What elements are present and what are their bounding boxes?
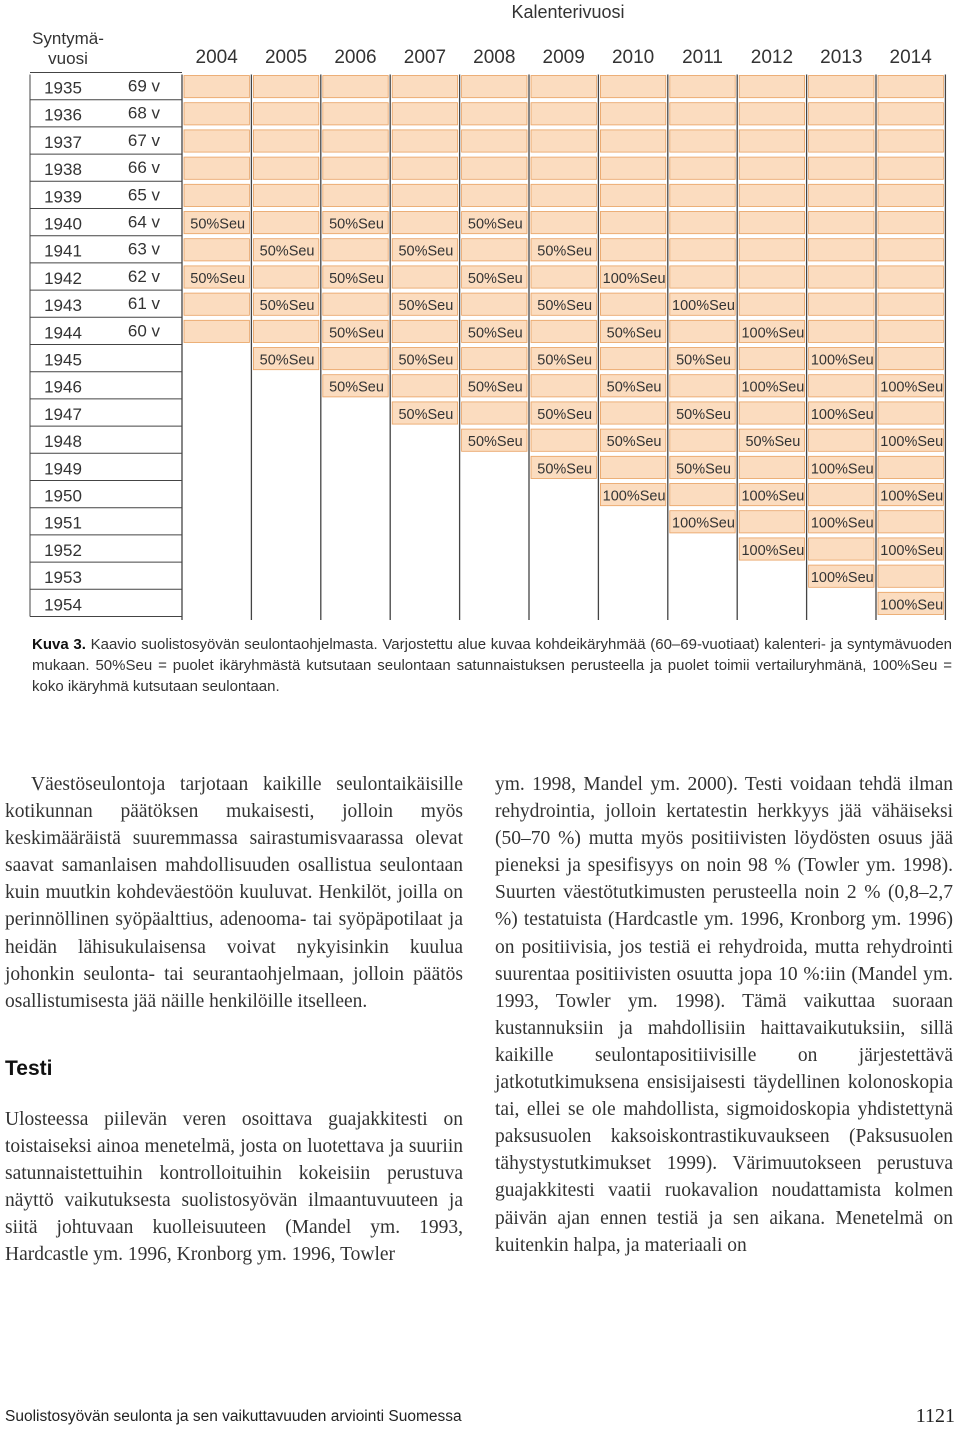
shaded-cell [878,402,943,424]
shaded-cell [253,184,318,206]
screening-label: 50%Seu [259,243,315,260]
screening-label: 50%Seu [606,379,662,396]
screening-label: 100%Seu [810,406,874,423]
screening-label: 50%Seu [329,379,384,396]
shaded-cell [184,130,249,152]
shaded-cell [878,293,943,315]
shaded-cell [739,402,804,424]
shaded-cell [392,212,457,234]
age-label: 61 v [127,294,161,314]
shaded-cell [184,184,249,206]
shaded-cell [739,348,804,370]
age-label: 67 v [127,130,161,150]
birth-year-label: 1943 [44,296,82,316]
shaded-cell [809,212,874,234]
shaded-cell [809,239,874,261]
year-header: 2012 [750,47,794,68]
left-column [5,771,463,1269]
year-header: 2006 [334,47,377,68]
screening-label: 50%Seu [398,298,454,315]
screening-label: 50%Seu [398,352,454,369]
screening-label: 50%Seu [467,325,523,342]
birth-year-label: 1949 [44,459,82,479]
shaded-cell [670,266,735,288]
shaded-cell [809,103,874,125]
shaded-cell [670,429,735,451]
shaded-cell [323,348,388,370]
shaded-cell [670,76,735,98]
screening-label: 50%Seu [190,270,246,287]
shaded-cell [878,348,943,370]
shaded-cell [809,293,874,315]
shaded-cell [323,239,388,261]
shaded-cell [878,184,943,206]
shaded-cell [670,130,735,152]
age-label: 65 v [127,185,161,205]
shaded-cell [809,157,874,179]
shaded-cell [600,348,665,370]
shaded-cell [531,429,596,451]
figure-caption [32,634,952,697]
shaded-cell [184,320,249,342]
screening-label: 50%Seu [190,216,246,233]
screening-label: 50%Seu [537,461,593,478]
birth-year-label: 1937 [44,132,82,152]
shaded-cell [670,184,735,206]
paragraph: ym. 1998, Mandel ym. 2000). Testi voidaan tehdä ilman rehydrointia, jolloin kertatestin herkkyys jää vähäiseksi (50–70 %) mutta myös positiivisten löydösten osuus jää pieneksi ja spesifisyys on noin 98 % (Towler ym. 1998). Suurten väestötutkimusten perusteella noin 2 % (0,8–2,7 %) testatuista (Hardcastle ym. 1996, Kronborg ym. 1996) on positiivisia, jos testiä ei rehydroida, mutta rehydrointi suurentaa positiivisten osuutta jopa 10 %:iin (Mandel ym. 1993, Towler ym. 1998). Tämä vaikuttaa suoraan kustannuksiin ja mahdollisiin haittavaikutuksiin, sillä kaikille seulontapositiivisille on järjestettävä jatkotutkimuksena ensisijaisesti täydellinen kolonoskopia tai, ellei se ole mahdollista, sigmoidoskopia yhdistettynä paksusuolen kaksoiskontrastikuvaukseen (Paksusuolen tähystystutkimukset 1999). Värimuutokseen perustuva guajakkitesti vaatii ruokavalion noudattamista kolmen päivän ajan ennen testiä ja sen aikana. Menetelmä on kuitenkin halpa, ja materiaali on [495,774,953,1256]
screening-label: 50%Seu [676,406,731,423]
target-age-shaded-area [184,76,943,615]
shaded-cell [670,320,735,342]
shaded-cell [531,184,596,206]
shaded-cell [670,157,735,179]
screening-label: 50%Seu [537,243,593,260]
shaded-cell [323,103,388,125]
shaded-cell [392,103,457,125]
screening-label: 50%Seu [676,352,731,369]
year-header: 2007 [403,47,447,68]
shaded-cell [462,130,527,152]
shaded-cell [600,76,665,98]
shaded-cell [531,320,596,342]
caption-text: Kaavio suolistosyövän seulontaohjelmasta. Varjostettu alue kuvaa kohdeikäryhmää (60–69-vuotiaat) kalenteri- ja syntymävuoden mukaan. 50%Seu = puolet ikäryhmästä kutsutaan seulontaan satunnaistuksen perusteella ja puolet toimii vertailuryhmänä, 100%Seu = koko ikäryhmä kutsutaan seulontaan. [32,636,953,695]
screening-label: 100%Seu [880,597,944,614]
shaded-cell [600,293,665,315]
shaded-cell [878,239,943,261]
screening-label: 50%Seu [606,434,662,451]
birth-year-header-line2: vuosi [48,49,88,68]
shaded-cell [739,212,804,234]
birth-year-label: 1945 [44,350,82,370]
birth-year-label: 1946 [44,377,82,397]
screening-label: 100%Seu [880,379,944,396]
shaded-cell [392,184,457,206]
screening-label: 100%Seu [741,325,805,342]
shaded-cell [878,266,943,288]
shaded-cell [462,184,527,206]
shaded-cell [878,565,943,587]
shaded-cell [739,456,804,478]
shaded-cell [323,76,388,98]
screening-label: 50%Seu [398,406,454,423]
shaded-cell [462,348,527,370]
shaded-cell [531,375,596,397]
shaded-cell [184,293,249,315]
shaded-cell [462,239,527,261]
birth-year-label: 1944 [44,323,82,343]
shaded-cell [739,157,804,179]
birth-year-label: 1938 [44,160,82,180]
shaded-cell [392,320,457,342]
shaded-cell [739,293,804,315]
birth-year-label: 1950 [44,486,82,506]
birth-year-label: 1952 [44,540,82,560]
section-heading: Testi [5,1056,53,1080]
shaded-cell [531,266,596,288]
birth-year-label: 1947 [44,404,82,424]
screening-schedule-figure [0,0,960,620]
shaded-cell [253,130,318,152]
shaded-cell [809,429,874,451]
shaded-cell [670,103,735,125]
shaded-cell [531,76,596,98]
shaded-cell [253,266,318,288]
screening-label: 50%Seu [537,298,593,315]
year-header: 2011 [682,47,723,68]
screening-label: 50%Seu [398,243,454,260]
year-header: 2004 [195,47,238,68]
screening-label: 100%Seu [602,488,666,505]
shaded-cell [462,103,527,125]
shaded-cell [253,157,318,179]
year-header: 2010 [611,47,655,68]
shaded-cell [878,456,943,478]
screening-label: 50%Seu [537,352,593,369]
shaded-cell [600,103,665,125]
screening-label: 100%Seu [880,542,944,559]
paragraph: Väestöseulontoja tarjotaan kaikille seulontaikäisille kotikunnan päätöksen mukaisesti, jolloin myös keskimääräistä suuremmassa sairastumisvaarassa olevat saavat samanlaisen mahdollisuuden osallistua seulontaan kuin muutkin kohdeväestöön kuuluvat. Henkilöt, joilla on perinnöllinen syöpäalttius, adenooma- tai syöpäpotilaat ja heidän lähisukulaisensa voivat nykyisinkin kuulua johonkin seulonta- tai seurantaohjelmaan, jolloin päätös osallistumisesta jää näille henkilöille itselleen. [5,774,463,1012]
shaded-cell [809,320,874,342]
birth-year-header-line1: Syntymä- [32,29,104,48]
shaded-cell [462,293,527,315]
screening-label: 50%Seu [467,216,523,233]
screening-label: 50%Seu [537,406,593,423]
shaded-cell [600,239,665,261]
shaded-cell [809,266,874,288]
shaded-cell [739,511,804,533]
shaded-cell [531,157,596,179]
row-labels [30,73,182,617]
shaded-cell [392,375,457,397]
screening-label: 100%Seu [741,488,805,505]
shaded-cell [600,456,665,478]
screening-label: 100%Seu [741,379,805,396]
year-header: 2008 [473,47,516,68]
screening-label: 50%Seu [259,352,315,369]
shaded-cell [184,76,249,98]
calendar-year-header: Kalenterivuosi [511,2,625,22]
shaded-cell [462,157,527,179]
shaded-cell [323,293,388,315]
shaded-cell [462,76,527,98]
shaded-cell [670,484,735,506]
shaded-cell [809,484,874,506]
right-column [495,771,953,1259]
shaded-cell [739,130,804,152]
birth-year-label: 1954 [44,595,82,615]
shaded-cell [531,212,596,234]
shaded-cell [878,511,943,533]
shaded-cell [253,76,318,98]
shaded-cell [253,103,318,125]
shaded-cell [392,157,457,179]
shaded-cell [600,130,665,152]
shaded-cell [600,212,665,234]
shaded-cell [878,157,943,179]
screening-label: 50%Seu [745,434,801,451]
shaded-cell [392,266,457,288]
shaded-cell [531,103,596,125]
birth-year-label: 1935 [44,78,82,98]
shaded-cell [739,103,804,125]
age-label: 63 v [127,239,161,259]
screening-label: 50%Seu [467,379,523,396]
shaded-cell [600,402,665,424]
shaded-cell [670,375,735,397]
screening-label: 50%Seu [329,270,384,287]
shaded-cell [878,320,943,342]
age-label: 62 v [127,266,161,286]
year-header: 2009 [542,47,585,68]
screening-label: 50%Seu [259,298,315,315]
birth-year-label: 1936 [44,105,82,125]
year-header: 2005 [264,47,308,68]
year-header: 2013 [820,47,863,68]
shaded-cell [323,184,388,206]
shaded-cell [253,320,318,342]
shaded-cell [462,402,527,424]
screening-label: 100%Seu [741,542,805,559]
shaded-cell [739,184,804,206]
age-label: 68 v [127,103,161,123]
shaded-cell [809,76,874,98]
age-label: 66 v [127,158,161,178]
paragraph: Ulosteessa piilevän veren osoittava guajakkitesti on toistaiseksi ainoa menetelmä, josta on luotettava ja suuriin satunnaistettuihin kontrolloituihin kokeisiin perustuva näyttö vaikutuksesta suolistosyövän ilmaantuvuuteen ja siitä johtuvaan kuolleisuuteen (Mandel ym. 1993, Hardcastle ym. 1996, Kronborg ym. 1996, Towler [5,1108,463,1266]
screening-label: 50%Seu [329,216,384,233]
birth-year-label: 1948 [44,432,82,452]
shaded-cell [739,266,804,288]
birth-year-label: 1942 [44,268,82,288]
screening-label: 100%Seu [880,434,944,451]
screening-label: 50%Seu [329,325,384,342]
shaded-cell [809,538,874,560]
shaded-cell [323,130,388,152]
caption-label: Kuva 3. [32,636,86,653]
shaded-cell [739,76,804,98]
screening-label: 100%Seu [810,515,874,532]
shaded-cell [878,76,943,98]
year-headers [196,47,933,68]
shaded-cell [809,130,874,152]
age-label: 69 v [127,76,161,96]
shaded-cell [878,130,943,152]
birth-year-label: 1939 [44,187,82,207]
screening-label: 100%Seu [810,352,874,369]
shaded-cell [739,239,804,261]
shaded-cell [184,239,249,261]
running-footer-title: Suolistosyövän seulonta ja sen vaikuttavuuden arviointi Suomessa [5,1408,462,1425]
screening-label: 50%Seu [467,434,523,451]
shaded-cell [253,212,318,234]
screening-label: 100%Seu [672,515,735,532]
birth-year-label: 1951 [44,513,82,533]
screening-label: 50%Seu [467,270,523,287]
screening-label: 100%Seu [672,298,735,315]
shaded-cell [392,130,457,152]
screening-label: 100%Seu [810,570,874,587]
screening-label: 50%Seu [606,325,662,342]
screening-label: 50%Seu [676,461,731,478]
screening-label: 100%Seu [810,461,874,478]
shaded-cell [670,212,735,234]
birth-year-label: 1941 [44,241,82,261]
shaded-cell [809,184,874,206]
screening-label: 100%Seu [602,270,666,287]
shaded-cell [878,212,943,234]
screening-label: 100%Seu [880,488,944,505]
year-header: 2014 [889,47,932,68]
age-label: 60 v [127,321,161,341]
shaded-cell [184,157,249,179]
shaded-cell [323,157,388,179]
shaded-cell [670,239,735,261]
shaded-cell [392,76,457,98]
age-label: 64 v [127,212,161,232]
shaded-cell [878,103,943,125]
birth-year-label: 1940 [44,214,82,234]
page-number: 1121 [915,1405,955,1427]
birth-year-label: 1953 [44,568,82,588]
shaded-cell [184,103,249,125]
shaded-cell [531,130,596,152]
shaded-cell [600,157,665,179]
shaded-cell [809,375,874,397]
shaded-cell [600,184,665,206]
